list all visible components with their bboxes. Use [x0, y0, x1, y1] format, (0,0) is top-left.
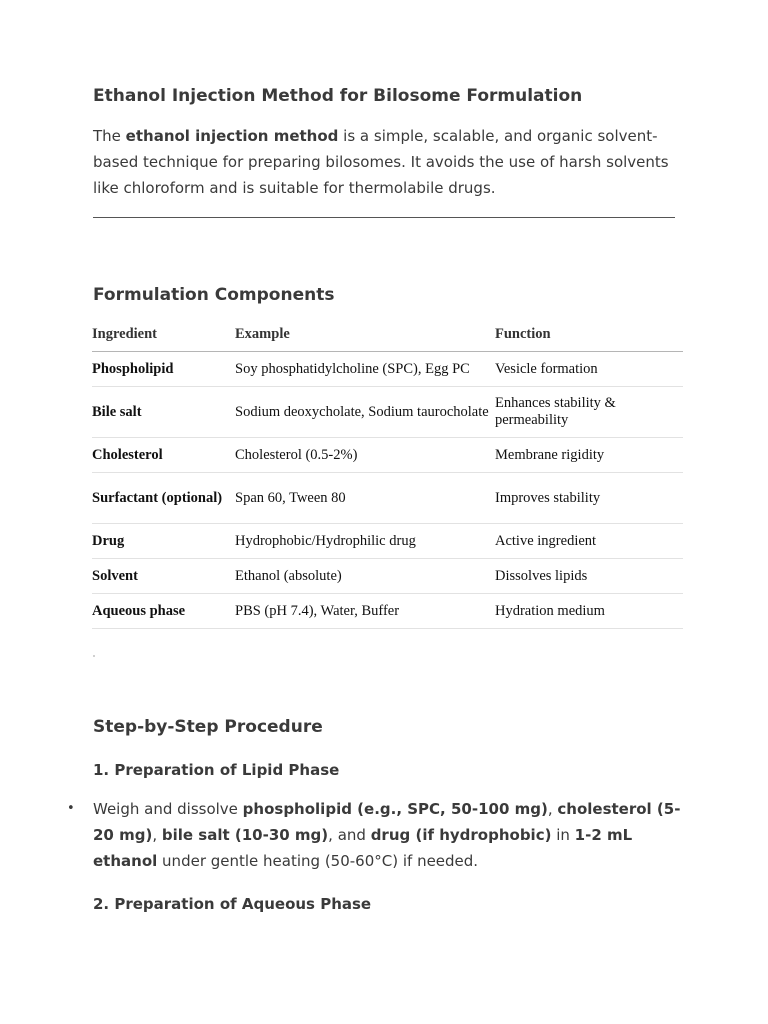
example-cell: Soy phosphatidylcholine (SPC), Egg PC	[235, 352, 495, 387]
function-cell: Hydration medium	[495, 594, 683, 629]
intro-text-rest: is a simple, scalable, and organic solvent-based technique for preparing bilosomes. It avoids the use of harsh solvents like chloroform and is suitable for thermolabile drugs.	[93, 127, 669, 197]
table-row	[92, 387, 683, 438]
ingredient-cell: Cholesterol	[92, 438, 235, 473]
example-cell: Ethanol (absolute)	[235, 559, 495, 594]
step-1-bile-salt: bile salt (10-30 mg)	[161, 826, 329, 844]
step-1-text: Weigh and dissolve	[93, 800, 243, 818]
function-cell: Active ingredient	[495, 524, 683, 559]
function-cell: Vesicle formation	[495, 352, 683, 387]
page-title: Ethanol Injection Method for Bilosome Formulation	[93, 86, 583, 106]
example-cell: Cholesterol (0.5-2%)	[235, 438, 495, 473]
example-cell: Hydrophobic/Hydrophilic drug	[235, 524, 495, 559]
column-header-ingredient: Ingredient	[92, 318, 235, 352]
function-cell: Enhances stability & permeability	[495, 387, 683, 438]
table-row	[92, 438, 683, 473]
components-table	[92, 318, 683, 629]
step-1-heading: 1. Preparation of Lipid Phase	[93, 761, 340, 779]
section-divider	[93, 217, 675, 218]
ingredient-cell: Solvent	[92, 559, 235, 594]
table-row	[92, 352, 683, 387]
step-1-phospholipid: phospholipid (e.g., SPC, 50-100 mg)	[242, 800, 548, 818]
column-header-function: Function	[495, 318, 683, 352]
table-row	[92, 524, 683, 559]
step-1-text: under gentle heating (50-60°C) if needed.	[157, 852, 479, 870]
ingredient-cell: Surfactant (optional)	[92, 473, 235, 524]
table-header-row	[92, 318, 683, 352]
example-cell: Sodium deoxycholate, Sodium taurocholate	[235, 387, 495, 438]
intro-paragraph	[93, 123, 678, 201]
step-1-ethanol: 1-2 mL ethanol	[93, 826, 633, 870]
step-1-list	[67, 796, 683, 874]
example-cell: PBS (pH 7.4), Water, Buffer	[235, 594, 495, 629]
table-row	[92, 473, 683, 524]
ingredient-cell: Phospholipid	[92, 352, 235, 387]
table-row	[92, 559, 683, 594]
function-cell: Improves stability	[495, 473, 683, 524]
ingredient-cell: Drug	[92, 524, 235, 559]
step-1-text: , and	[328, 826, 371, 844]
step-1-cholesterol: cholesterol (5-20 mg)	[93, 800, 681, 844]
step-1-text: ,	[547, 800, 558, 818]
intro-text-start: The	[93, 127, 126, 145]
step-1-text: ,	[152, 826, 162, 844]
bullet-dot-icon: •	[67, 801, 75, 816]
function-cell: Dissolves lipids	[495, 559, 683, 594]
ingredient-cell: Bile salt	[92, 387, 235, 438]
ingredient-cell: Aqueous phase	[92, 594, 235, 629]
stray-mark	[93, 655, 95, 657]
list-item	[67, 796, 683, 874]
column-header-example: Example	[235, 318, 495, 352]
step-1-drug: drug (if hydrophobic)	[370, 826, 552, 844]
table-row	[92, 594, 683, 629]
example-cell: Span 60, Tween 80	[235, 473, 495, 524]
intro-highlight: ethanol injection method	[125, 127, 339, 145]
function-cell: Membrane rigidity	[495, 438, 683, 473]
components-heading: Formulation Components	[93, 285, 335, 305]
procedure-heading: Step-by-Step Procedure	[93, 717, 323, 737]
step-2-heading: 2. Preparation of Aqueous Phase	[93, 895, 372, 913]
step-1-text: in	[551, 826, 575, 844]
